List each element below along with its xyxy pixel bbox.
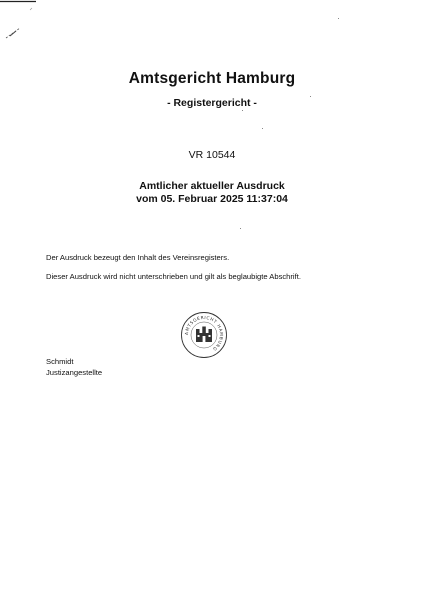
extract-title-line1: Amtlicher aktueller Ausdruck bbox=[139, 180, 285, 192]
scan-speck bbox=[240, 228, 241, 229]
signer-block bbox=[46, 356, 102, 378]
statement-content: Der Ausdruck bezeugt den Inhalt des Vereinsregisters. bbox=[46, 253, 230, 262]
statement-certification: Dieser Ausdruck wird nicht unterschrieben und gilt als beglaubigte Abschrift. bbox=[46, 272, 301, 281]
extract-title bbox=[0, 180, 424, 206]
scan-speck bbox=[242, 110, 243, 111]
extract-timestamp: vom 05. Februar 2025 11:37:04 bbox=[136, 193, 288, 205]
scan-speck bbox=[262, 128, 263, 129]
signer-name: Schmidt bbox=[46, 357, 74, 366]
seal-text: AMTSGERICHT HAMBURG bbox=[184, 315, 224, 352]
scan-artifact-mark bbox=[0, 0, 40, 42]
court-division: - Registergericht - bbox=[167, 97, 257, 109]
signer-role: Justizangestellte bbox=[46, 368, 103, 377]
official-seal-icon bbox=[180, 311, 228, 359]
scan-speck bbox=[310, 96, 311, 97]
scan-speck bbox=[338, 18, 339, 19]
court-name: Amtsgericht Hamburg bbox=[128, 70, 296, 87]
castle-emblem-icon bbox=[196, 327, 212, 343]
register-number: VR 10544 bbox=[188, 149, 236, 161]
